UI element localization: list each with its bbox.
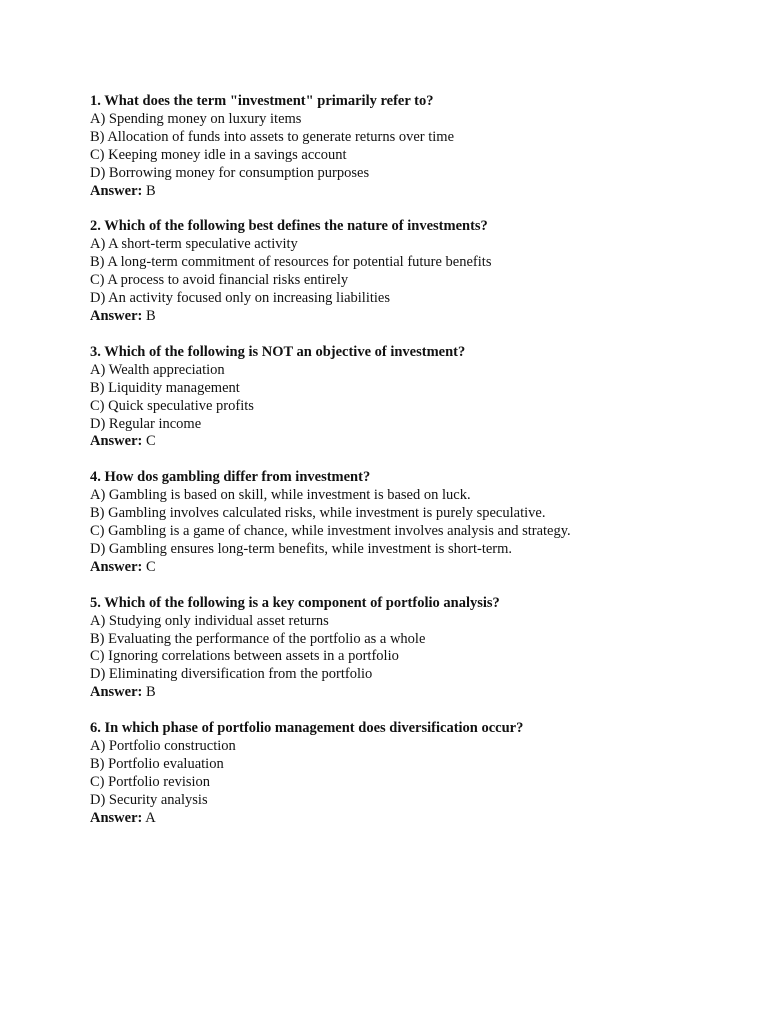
option-a: A) A short-term speculative activity [90, 236, 298, 253]
question-6 [90, 720, 730, 827]
option-c: C) Gambling is a game of chance, while investment involves analysis and strategy. [90, 523, 571, 540]
question-text: 2. Which of the following best defines the nature of investments? [90, 218, 488, 235]
option-a: A) Spending money on luxury items [90, 110, 302, 127]
option-c: C) Ignoring correlations between assets in a portfolio [90, 648, 399, 665]
option-a: A) Studying only individual asset returns [90, 612, 329, 629]
question-text: 3. Which of the following is NOT an objective of investment? [90, 343, 466, 360]
option-d: D) An activity focused only on increasing liabilities [90, 290, 391, 307]
option-a: A) Portfolio construction [90, 738, 236, 755]
question-text: 6. In which phase of portfolio management does diversification occur? [90, 720, 524, 737]
option-b: B) Liquidity management [90, 379, 240, 396]
answer-value: B [145, 307, 156, 324]
option-c: C) Quick speculative profits [90, 397, 254, 414]
question-1 [90, 93, 730, 200]
answer-line [90, 684, 730, 702]
answer-line [90, 308, 730, 326]
question-4 [90, 469, 730, 576]
question-text: 1. What does the term "investment" primarily refer to? [90, 93, 434, 109]
answer-value: B [145, 182, 156, 199]
option-b: B) Gambling involves calculated risks, while investment is purely speculative. [90, 505, 546, 522]
question-text: 5. Which of the following is a key component of portfolio analysis? [90, 594, 500, 611]
option-d: D) Gambling ensures long-term benefits, while investment is short-term. [90, 540, 513, 557]
option-c: C) Portfolio revision [90, 773, 211, 790]
answer-value: C [145, 433, 156, 450]
option-b: B) A long-term commitment of resources for potential future benefits [90, 254, 492, 271]
option-c: C) Keeping money idle in a savings account [90, 146, 347, 163]
answer-label: Answer: [90, 558, 143, 575]
option-c: C) A process to avoid financial risks entirely [90, 272, 349, 289]
question-2 [90, 218, 730, 325]
option-d: D) Security analysis [90, 791, 208, 808]
answer-line [90, 559, 730, 577]
answer-label: Answer: [90, 809, 143, 826]
answer-value: C [145, 558, 156, 575]
document-page [90, 93, 730, 846]
answer-value: A [145, 809, 156, 826]
option-a: A) Gambling is based on skill, while investment is based on luck. [90, 487, 471, 504]
option-b: B) Portfolio evaluation [90, 756, 224, 772]
answer-label: Answer: [90, 307, 143, 324]
answer-label: Answer: [90, 433, 143, 450]
option-d: D) Borrowing money for consumption purposes [90, 164, 370, 181]
answer-line [90, 433, 730, 451]
question-text: 4. How dos gambling differ from investment? [90, 469, 371, 486]
option-d: D) Eliminating diversification from the portfolio [90, 666, 373, 683]
question-3 [90, 344, 730, 451]
answer-line [90, 810, 730, 828]
answer-line [90, 183, 730, 201]
question-5 [90, 595, 730, 702]
option-b: B) Evaluating the performance of the portfolio as a whole [90, 630, 426, 647]
answer-value: B [145, 684, 156, 701]
option-a: A) Wealth appreciation [90, 361, 225, 378]
option-b: B) Allocation of funds into assets to generate returns over time [90, 128, 455, 145]
answer-label: Answer: [90, 684, 143, 701]
answer-label: Answer: [90, 182, 143, 199]
option-d: D) Regular income [90, 415, 202, 432]
